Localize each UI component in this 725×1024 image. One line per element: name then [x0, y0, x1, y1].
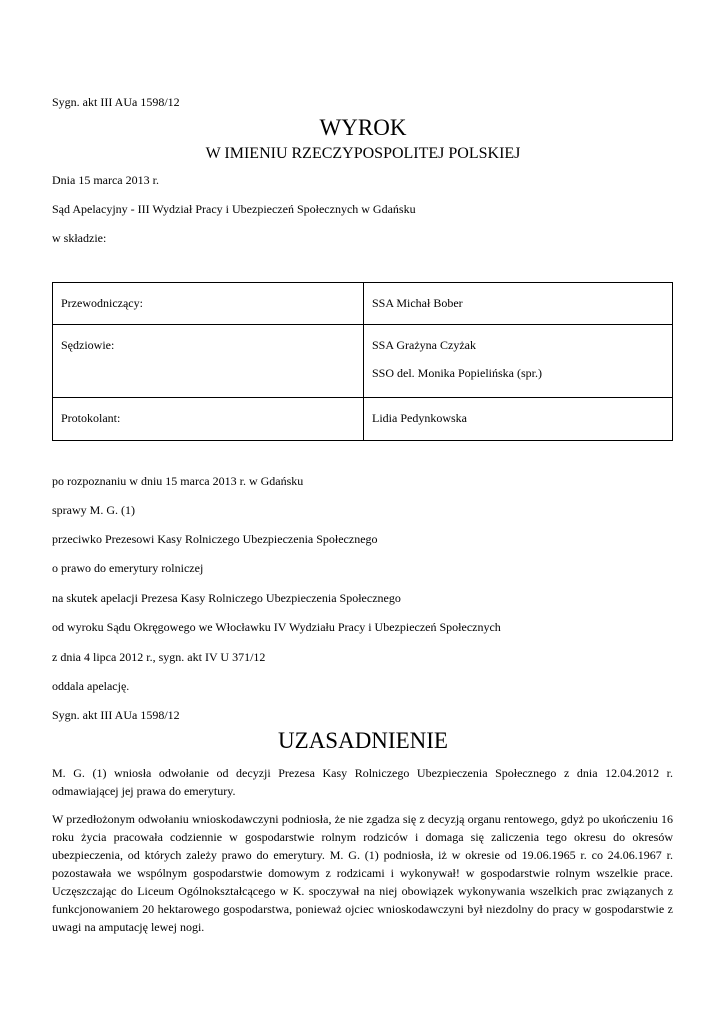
composition-intro: w składzie: [52, 231, 107, 245]
table-row [53, 283, 673, 325]
justification-title: UZASADNIENIE [278, 728, 448, 753]
case-signature-top: Sygn. akt III AUa 1598/12 [52, 95, 180, 109]
judges-names-cell [364, 325, 673, 398]
case-signature-bottom: Sygn. akt III AUa 1598/12 [52, 708, 180, 722]
body-line-5: na skutek apelacji Prezesa Kasy Rolniczego Ubezpieczenia Społecznego [52, 591, 401, 605]
clerk-label: Protokolant: [61, 411, 121, 425]
body-line-6: od wyroku Sądu Okręgowego we Włocławku IV Wydziału Pracy i Ubezpieczeń Społecznych [52, 620, 501, 634]
clerk-name: Lidia Pedynkowska [372, 411, 467, 425]
body-line-4: o prawo do emerytury rolniczej [52, 561, 204, 575]
clerk-name-cell [364, 398, 673, 441]
clerk-label-cell [53, 398, 364, 441]
chair-label-cell [53, 283, 364, 325]
judge-name-2: SSO del. Monika Popielińska (spr.) [372, 366, 542, 380]
body-line-3: przeciwko Prezesowi Kasy Rolniczego Ubezpieczenia Społecznego [52, 532, 378, 546]
body-line-1: po rozpoznaniu w dniu 15 marca 2013 r. w Gdańsku [52, 474, 304, 488]
verdict-line: oddala apelację. [52, 679, 130, 693]
table-row [53, 325, 673, 398]
body-line-7: z dnia 4 lipca 2012 r., sygn. akt IV U 371/12 [52, 650, 266, 664]
judgment-date: Dnia 15 marca 2013 r. [52, 173, 159, 187]
table-row [53, 398, 673, 441]
chair-name: SSA Michał Bober [372, 296, 463, 310]
chair-name-cell [364, 283, 673, 325]
justification-paragraph-1: M. G. (1) wniosła odwołanie od decyzji Prezesa Kasy Rolniczego Ubezpieczenia Społecznego z dnia 12.04.2012 r. odmawiającej jej prawa do emerytury. [52, 766, 673, 798]
document-title: WYROK [319, 115, 407, 140]
judges-label: Sędziowie: [61, 338, 115, 352]
judge-name-1: SSA Grażyna Czyżak [372, 338, 476, 352]
judges-label-cell [53, 325, 364, 398]
chair-label: Przewodniczący: [61, 296, 143, 310]
body-line-2: sprawy M. G. (1) [52, 503, 135, 517]
document-subtitle: W IMIENIU RZECZYPOSPOLITEJ POLSKIEJ [205, 145, 521, 162]
court-name: Sąd Apelacyjny - III Wydział Pracy i Ubezpieczeń Społecznych w Gdańsku [52, 202, 416, 216]
justification-paragraph-2: W przedłożonym odwołaniu wnioskodawczyni podniosła, że nie zgadza się z decyzją organu rentowego, gdyż po ukończeniu 16 roku życia pracowała codziennie w gospodarstwie rolnym rodziców i domaga się zaliczenia tego okresu do okresów ubezpieczenia, od których zależy prawo do emerytury. M. G. (1) podniosła, iż w okresie od 19.06.1965 r. co 24.06.1967 r. pozostawała we wspólnym gospodarstwie domowym z rodzicami i wykonywał! w gospodarstwie rolnym wszelkie prace. Uczęszczając do Liceum Ogólnokształcącego w K. spoczywał na niej obowiązek wykonywania wszelkich prac związanych z funkcjonowaniem 20 hektarowego gospodarstwa, ponieważ ojciec wnioskodawczyni był niezdolny do pracy w gospodarstwie z uwagi na amputację lewej nogi. [52, 812, 673, 934]
court-composition-table [52, 282, 673, 441]
